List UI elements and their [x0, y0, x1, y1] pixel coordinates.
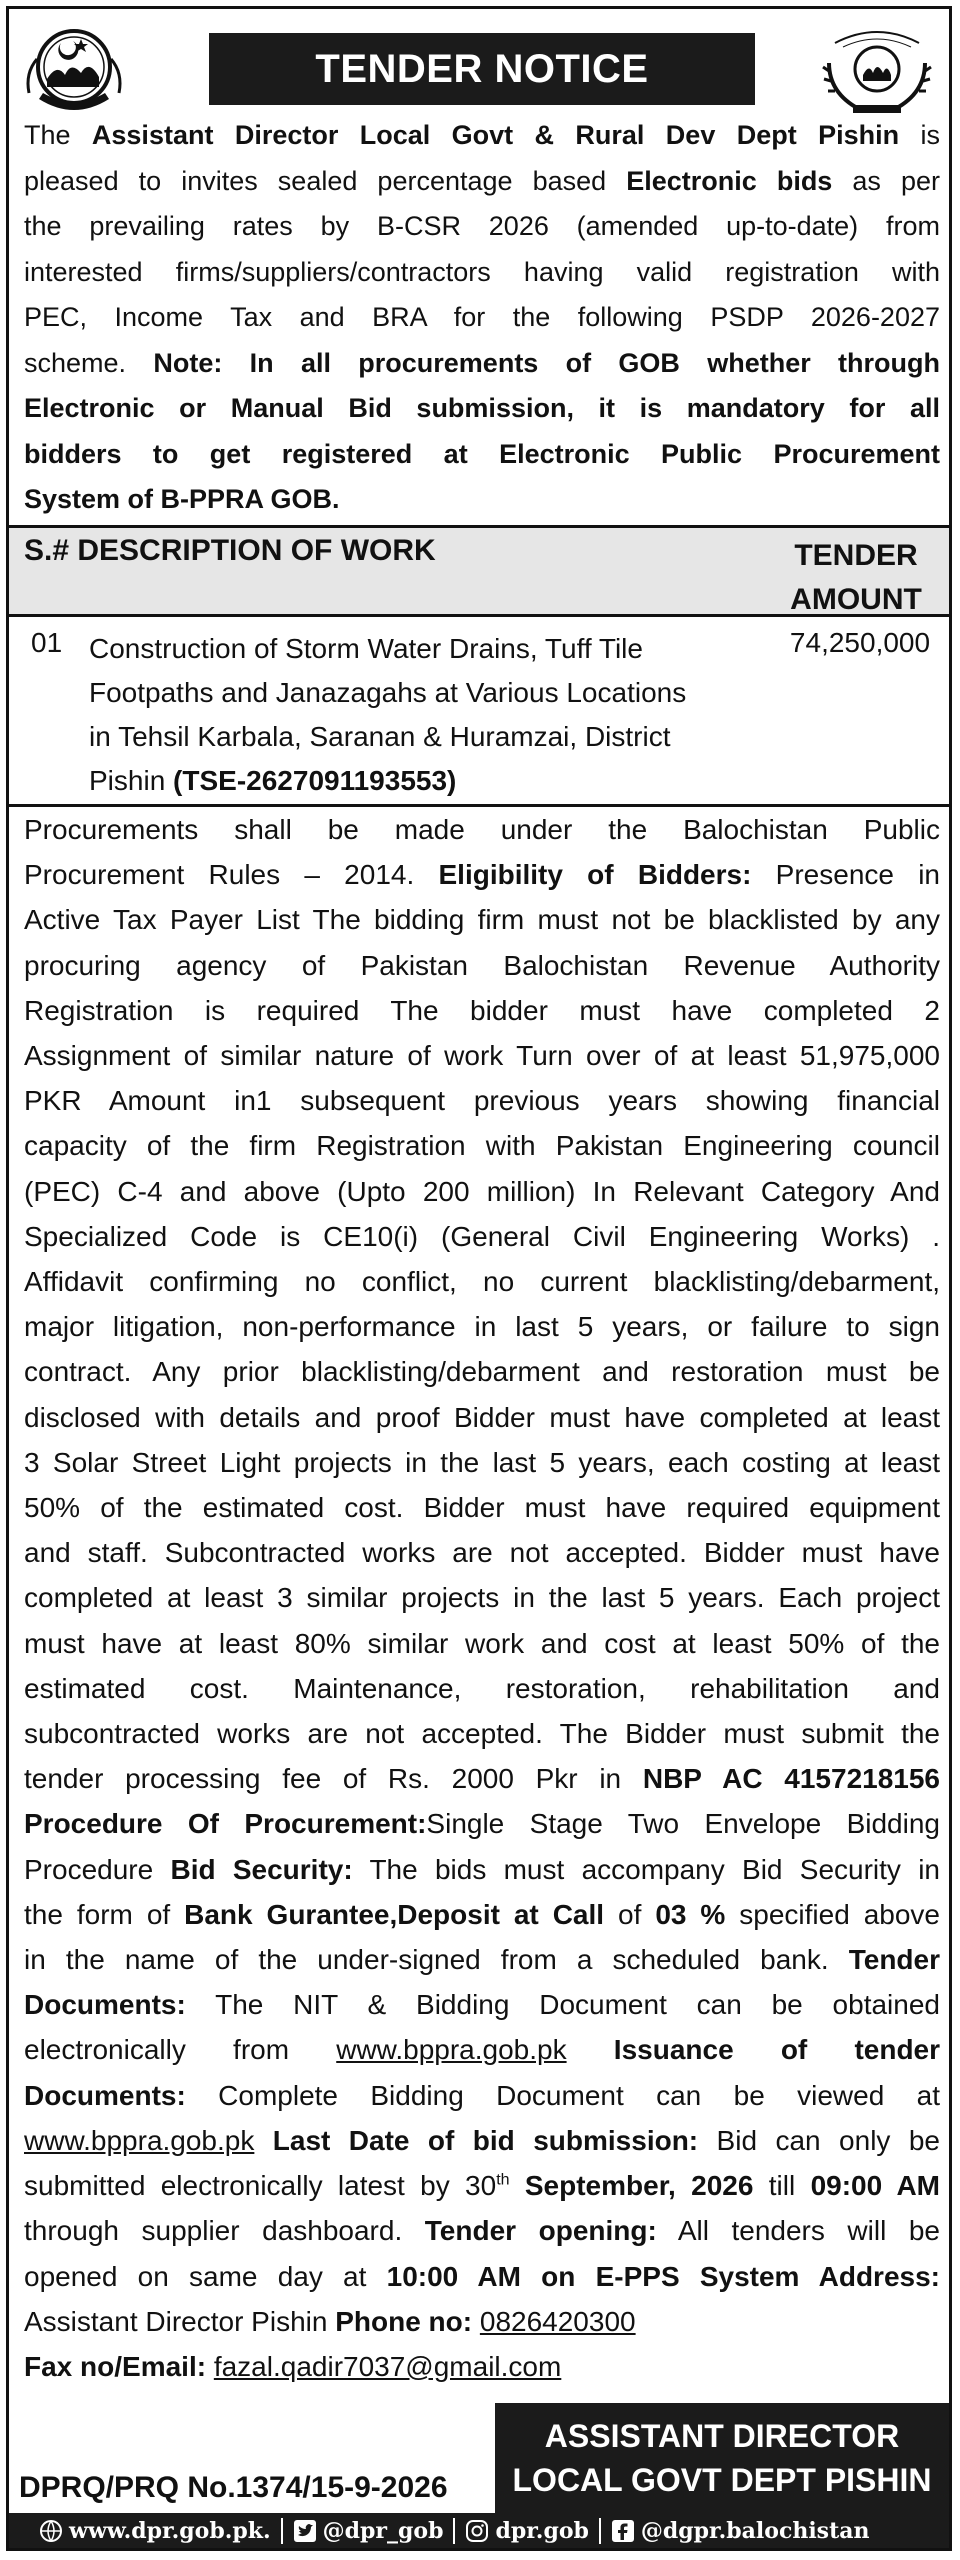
balochistan-emblem-icon: [21, 23, 127, 119]
intro-line: the prevailing rates by B-CSR 2026 (amended up-to-date) from: [24, 211, 940, 241]
text: specified above: [725, 1898, 941, 1930]
description-line: [89, 759, 709, 803]
description-line: in Tehsil Karbala, Saranan & Huramzai, District: [89, 721, 671, 752]
body-line: [24, 1937, 940, 1982]
body-line: Active Tax Payer List The bidding firm must not be blacklisted by any: [24, 904, 940, 936]
body-line: 3 Solar Street Light projects in the last 5 years, each costing at least: [24, 1446, 940, 1478]
body-line: capacity of the firm Registration with Pakistan Engineering council: [24, 1130, 940, 1162]
heading: Eligibility of Bidders:: [438, 859, 752, 891]
text: [254, 2125, 272, 2156]
body-line: [24, 1756, 940, 1801]
footer-facebook[interactable]: [611, 2518, 870, 2544]
body-line: [24, 1982, 940, 2027]
bank-account: NBP AC 4157218156: [642, 1763, 941, 1795]
twitter-bird-icon: [293, 2519, 317, 2543]
text: Pishin: [89, 765, 174, 796]
table-row: [9, 617, 949, 807]
text: [206, 2351, 214, 2382]
footer-twitter[interactable]: [293, 2518, 444, 2544]
tender-notice-title: TENDER NOTICE: [209, 33, 755, 105]
text: in the name of the under-signed from a scheduled bank.: [24, 1944, 849, 1976]
text: Bid can only be: [698, 2124, 940, 2156]
body-line: 50% of the estimated cost. Bidder must have required equipment: [24, 1492, 940, 1524]
text: Procurement Rules – 2014.: [24, 859, 439, 891]
text: The bids must accompany Bid Security in: [352, 1853, 940, 1885]
deadline-date: September, 2026: [509, 2170, 754, 2202]
text: [472, 2306, 480, 2337]
body-line: [24, 2344, 940, 2389]
bppra-link[interactable]: www.bppra.gob.pk: [336, 2034, 567, 2066]
text: is: [899, 120, 940, 150]
body-line: [24, 1892, 940, 1937]
local-govt-crest-icon: [815, 23, 939, 123]
signature-line: LOCAL GOVT DEPT PISHIN: [512, 2462, 932, 2498]
body-line: (PEC) C-4 and above (Upto 200 million) In Relevant Category And: [24, 1175, 940, 1207]
body-line: [24, 1801, 940, 1846]
footer-bar: [9, 2513, 949, 2548]
heading: Procedure Of Procurement:: [24, 1808, 427, 1840]
note: bidders to get registered at Electronic Public Procurement: [24, 438, 940, 469]
text: through supplier dashboard.: [24, 2215, 425, 2247]
heading: Bid Security:: [170, 1853, 353, 1885]
description-line: Construction of Storm Water Drains, Tuff Tile: [89, 633, 643, 664]
heading: Documents:: [24, 1989, 186, 2021]
intro-line: [24, 386, 940, 432]
body-line: [24, 2254, 940, 2299]
body-line: [24, 2208, 940, 2253]
text: submitted electronically latest by 30: [24, 2170, 497, 2202]
text: as per: [832, 165, 940, 196]
text: The NIT & Bidding Document can be obtained: [185, 1989, 940, 2021]
intro-line: interested firms/suppliers/contractors having valid registration with: [24, 256, 940, 287]
authority-name: Assistant Director Local Govt & Rural Dev Dept Pishin: [91, 120, 900, 150]
work-description: [89, 627, 709, 803]
body-line: contract. Any prior blacklisting/debarment and restoration must be: [24, 1356, 940, 1388]
intro-line: [24, 341, 940, 387]
intro-line: [24, 432, 940, 478]
footer-divider: [599, 2518, 601, 2544]
body-line: [24, 2027, 940, 2072]
text: Complete Bidding Document can be viewed at: [185, 2079, 940, 2111]
dprq-number: DPRQ/PRQ No.1374/15-9-2026: [19, 2471, 448, 2504]
body-line: major litigation, non-performance in last 5 years, or failure to sign: [24, 1311, 940, 1343]
body-line: Affidavit confirming no conflict, no current blacklisting/debarment,: [24, 1266, 940, 1298]
signature-box: [495, 2403, 949, 2513]
footer-twitter-text: @dpr_gob: [322, 2517, 444, 2544]
body-line: completed at least 3 similar projects in the last 5 years. Each project: [24, 1582, 940, 1614]
footer-divider: [281, 2518, 283, 2544]
bid-type: Electronic bids: [626, 165, 833, 196]
text: of: [604, 1898, 656, 1930]
intro-line: [24, 113, 940, 159]
text: till: [753, 2170, 811, 2202]
intro-line: [24, 159, 940, 205]
text: Procedure: [24, 1853, 171, 1885]
serial-number: 01: [31, 627, 63, 658]
security-percent: 03 %: [655, 1898, 726, 1930]
body-line: Procurements shall be made under the Balochistan Public: [24, 814, 940, 845]
heading: Fax no/Email:: [24, 2350, 207, 2382]
intro-line: PEC, Income Tax and BRA for the following PSDP 2026-2027: [24, 302, 940, 332]
header-line: AMOUNT: [790, 583, 922, 616]
body-line: [24, 1847, 940, 1892]
column-description-header: S.# DESCRIPTION OF WORK: [24, 534, 436, 567]
instagram-icon: [465, 2519, 489, 2543]
text: The: [24, 120, 92, 150]
text: Presence in: [751, 859, 941, 891]
text: [567, 2034, 614, 2065]
text: scheme.: [24, 347, 154, 378]
intro-paragraph: [24, 113, 940, 523]
email-link[interactable]: fazal.qadir7037@gmail.com: [213, 2350, 562, 2382]
text: All tenders will be: [656, 2215, 941, 2247]
column-amount-header: [771, 534, 941, 622]
tender-notice-page: [6, 6, 952, 2551]
body-line: [24, 852, 940, 897]
facebook-icon: [611, 2519, 635, 2543]
bppra-link[interactable]: www.bppra.gob.pk: [24, 2124, 255, 2156]
body-line: estimated cost. Maintenance, restoration, rehabilitation and: [24, 1672, 940, 1704]
body-line: [24, 2073, 940, 2118]
text: Single Stage Two Envelope Bidding: [426, 1808, 940, 1840]
intro-line: [24, 477, 940, 523]
body-line: [24, 2163, 940, 2208]
ordinal-suffix: th: [496, 2171, 510, 2189]
body-line: [24, 2299, 940, 2344]
heading: Tender opening:: [424, 2215, 657, 2247]
heading: Phone no:: [335, 2305, 473, 2337]
security-type: Bank Gurantee,Deposit at Call: [184, 1898, 605, 1930]
body-line: subcontracted works are not accepted. The Bidder must submit the: [24, 1718, 940, 1750]
note: Electronic or Manual Bid submission, it is mandatory for all: [24, 393, 940, 423]
body-line: disclosed with details and proof Bidder must have completed at least: [24, 1401, 940, 1433]
body-line: PKR Amount in1 subsequent previous years showing financial: [24, 1085, 940, 1117]
text: opened on same day at: [24, 2260, 387, 2292]
note: Note: In all procurements of GOB whether through: [153, 347, 941, 378]
footer-instagram-text: dpr.gob: [495, 2517, 589, 2544]
globe-icon: [39, 2519, 63, 2543]
note: System of B-PPRA GOB.: [24, 484, 340, 514]
body-line: and staff. Subcontracted works are not accepted. Bidder must have: [24, 1537, 940, 1569]
body-line: [24, 2118, 940, 2163]
opening-time: 10:00 AM on E-PPS System Address:: [386, 2260, 940, 2292]
heading: Tender: [848, 1944, 940, 1976]
heading: Last Date of bid submission:: [272, 2124, 699, 2156]
body-line: Specialized Code is CE10(i) (General Civil Engineering Works) .: [24, 1220, 940, 1252]
description-line: Footpaths and Janazagahs at Various Locations: [89, 677, 687, 708]
body-line: Registration is required The bidder must have completed 2: [24, 994, 940, 1026]
tender-table-header: [9, 525, 949, 617]
phone-link[interactable]: 0826420300: [479, 2305, 636, 2337]
body-line: Assignment of similar nature of work Turn over of at least 51,975,000: [24, 1040, 940, 1072]
body-line: procuring agency of Pakistan Balochistan Revenue Authority: [24, 949, 940, 981]
heading: Issuance of tender: [613, 2034, 941, 2066]
heading: Documents:: [24, 2079, 186, 2111]
text: electronically from: [24, 2034, 337, 2066]
deadline-time: 09:00 AM: [810, 2170, 941, 2202]
body-line: must have at least 80% similar work and cost at least 50% of the: [24, 1627, 940, 1659]
terms-paragraph: [24, 807, 940, 2389]
text: Assistant Director Pishin: [24, 2305, 336, 2337]
footer-facebook-text: @dgpr.balochistan: [640, 2517, 870, 2544]
text: tender processing fee of Rs. 2000 Pkr in: [24, 1763, 643, 1795]
header-line: TENDER: [794, 539, 918, 572]
text: the form of: [24, 1898, 185, 1930]
footer-website-text: www.dpr.gob.pk.: [69, 2517, 271, 2544]
tender-id: (TSE-2627091193553): [173, 765, 457, 796]
footer-instagram[interactable]: [465, 2518, 588, 2544]
text: pleased to invites sealed percentage based: [24, 165, 627, 196]
footer-website[interactable]: [39, 2518, 271, 2544]
footer-divider: [453, 2518, 455, 2544]
tender-amount: 74,250,000: [789, 627, 931, 658]
signature-line: ASSISTANT DIRECTOR: [544, 2418, 900, 2454]
